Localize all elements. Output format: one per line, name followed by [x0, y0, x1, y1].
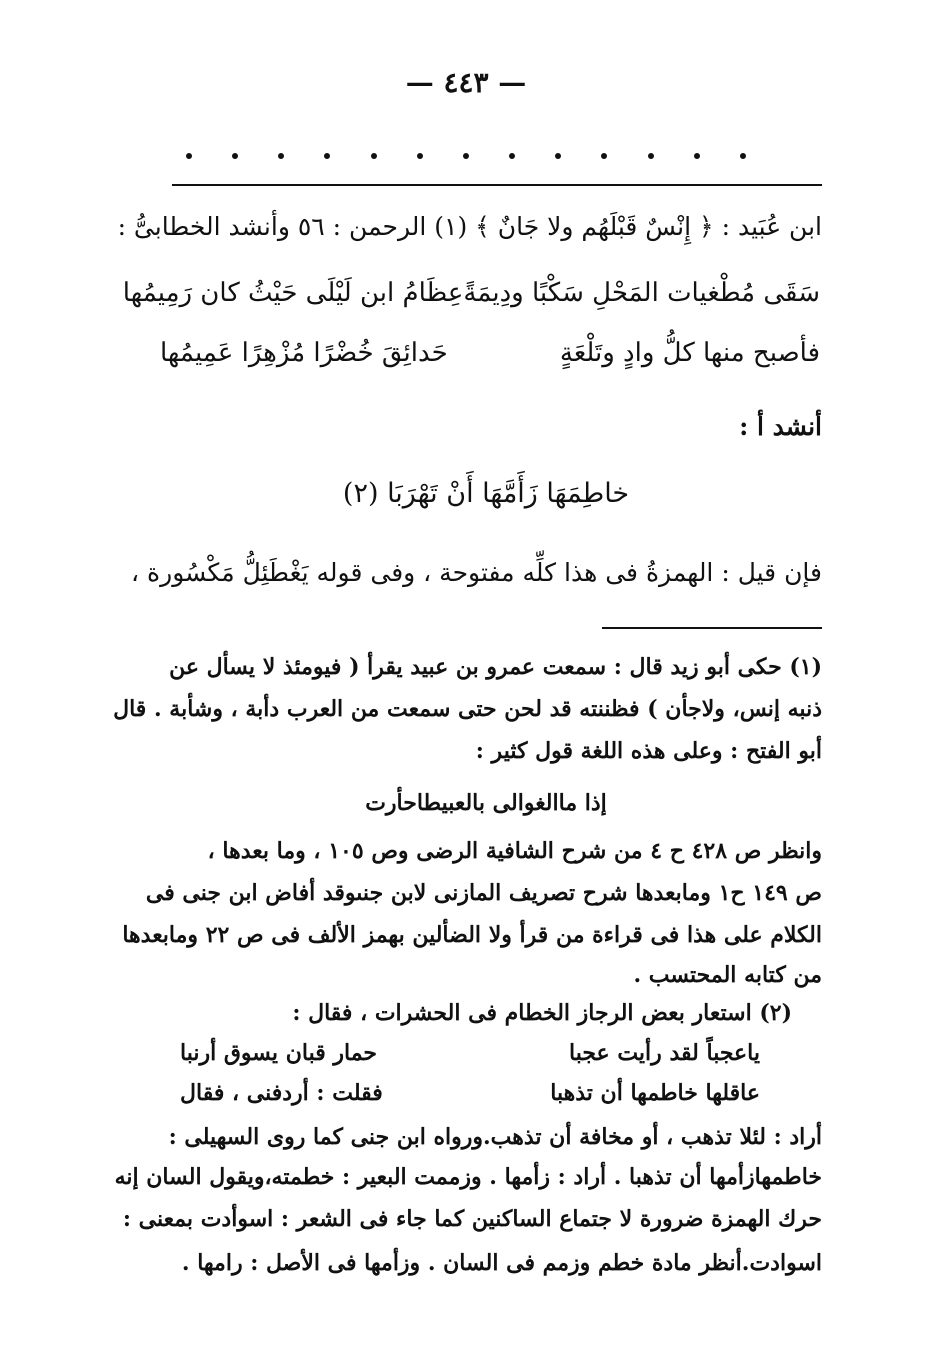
- fn2-line-2: خاطمهازأمها أن تذهبا . أراد : زأمها . وزممت البعير : خطمته،ويقول السان إنه: [114, 1164, 822, 1190]
- verse-2: [160, 338, 820, 368]
- fn2-verse-1-right: ياعجباً لقد رأيت عجبا: [569, 1040, 760, 1066]
- verse-1-right: سَقَى مُطْغيات المَحْلِ سَكْبًا ودِيمَةً: [463, 278, 820, 308]
- dot-ornament: [371, 153, 377, 159]
- dot-ornament: [555, 153, 561, 159]
- verse-2-left: حَدائِقَ خُضْرًا مُزْهِرًا عَمِيمُها: [160, 338, 448, 368]
- dot-ornament: [648, 153, 654, 159]
- fn1-line-2: ذنبه إنس، ولاجأن ) فظننته قد لحن حتى سمعت من العرب دأبة ، وشأبة . قال: [113, 696, 822, 722]
- dot-ornament: [324, 153, 330, 159]
- dot-ornament: [694, 153, 700, 159]
- fn2-line-1: أراد : لئلا تذهب ، أو مخافة أن تذهب.ورواه ابن جنى كما روى السهيلى :: [168, 1124, 822, 1150]
- verse-1-left: عِظَامُ ابن لَيْلَى حَيْثُ كان رَمِيمُها: [122, 278, 464, 308]
- dot-ornament: [278, 153, 284, 159]
- fn1-line-1: (١) حكى أبو زيد قال : سمعت عمرو بن عبيد يقرأ ( فيومئذ لا يسأل عن: [169, 654, 822, 680]
- fn2-line-3: حرك الهمزة ضرورة لا جتماع الساكنين كما جاء فى الشعر : اسوأدت بمعنى :: [122, 1206, 822, 1232]
- fn2-verse-2: [180, 1080, 760, 1106]
- fn2-verse-2-right: عاقلها خاطمها أن تذهبا: [550, 1080, 760, 1106]
- question-line: فإن قيل : الهمزةُ فى هذا كلِّه مفتوحة ، وفى قوله يَغْطَئِلُّ مَكْسُورة ،: [131, 558, 822, 587]
- page-number: — ٤٤٣ —: [405, 66, 527, 99]
- dot-ornament: [417, 153, 423, 159]
- fn1-more-3: الكلام على هذا فى قراءة من قرأ ولا الضألين بهمز الألف فى ص ٢٢ ومابعدها: [122, 922, 822, 948]
- ornament-dots: [186, 146, 746, 166]
- dot-ornament: [509, 153, 515, 159]
- fn2-verse-1-left: حمار قبان يسوق أرنبا: [180, 1040, 378, 1066]
- fn1-line-3: أبو الفتح : وعلى هذه اللغة قول كثير :: [475, 738, 822, 764]
- fn2-verse-1: [180, 1040, 760, 1066]
- fn1-more-4: من كتابه المحتسب .: [633, 962, 822, 988]
- fn2-line-4: اسوادت.أنظر مادة خطم وزمم فى السان . وزأمها فى الأصل : رامها .: [181, 1250, 822, 1276]
- verse-2-right: فأصبح منها كلُّ وادٍ وتَلْعَةٍ: [559, 338, 820, 368]
- dot-ornament: [232, 153, 238, 159]
- fn1-more-2: ص ١٤٩ ح١ ومابعدها شرح تصريف المازنى لابن جنىوقد أفاض ابن جنى فى: [145, 880, 822, 906]
- fn1-quote: إذا ماالغوالى بالعبيطاحأرت: [365, 790, 607, 816]
- fn1-more-1: وانظر ص ٤٢٨ ح ٤ من شرح الشافية الرضى وص ١٠٥ ، وما بعدها ،: [207, 838, 822, 864]
- fn2-intro: (٢) استعار بعض الرجاز الخطام فى الحشرات ، فقال :: [292, 1000, 792, 1026]
- dot-ornament: [601, 153, 607, 159]
- dot-ornament: [463, 153, 469, 159]
- top-divider: [172, 184, 822, 186]
- anshad-line: أنشد أ :: [739, 412, 822, 441]
- footnote-divider: [602, 627, 822, 629]
- intro-line: ابن عُبَيد : ﴿ إِنْسٌ قَبْلَهُم ولا جَانٌ ﴾ (١) الرحمن : ٥٦ وأنشد الخطابىُّ :: [117, 212, 822, 241]
- dot-ornament: [186, 153, 192, 159]
- dot-ornament: [740, 153, 746, 159]
- rajaz-line: خاطِمَهَا زَأَمَّهَا أَنْ تَهْرَبَا (٢): [342, 478, 630, 509]
- fn2-verse-2-left: فقلت : أردفنى ، فقال: [180, 1080, 383, 1106]
- verse-1: [122, 278, 820, 308]
